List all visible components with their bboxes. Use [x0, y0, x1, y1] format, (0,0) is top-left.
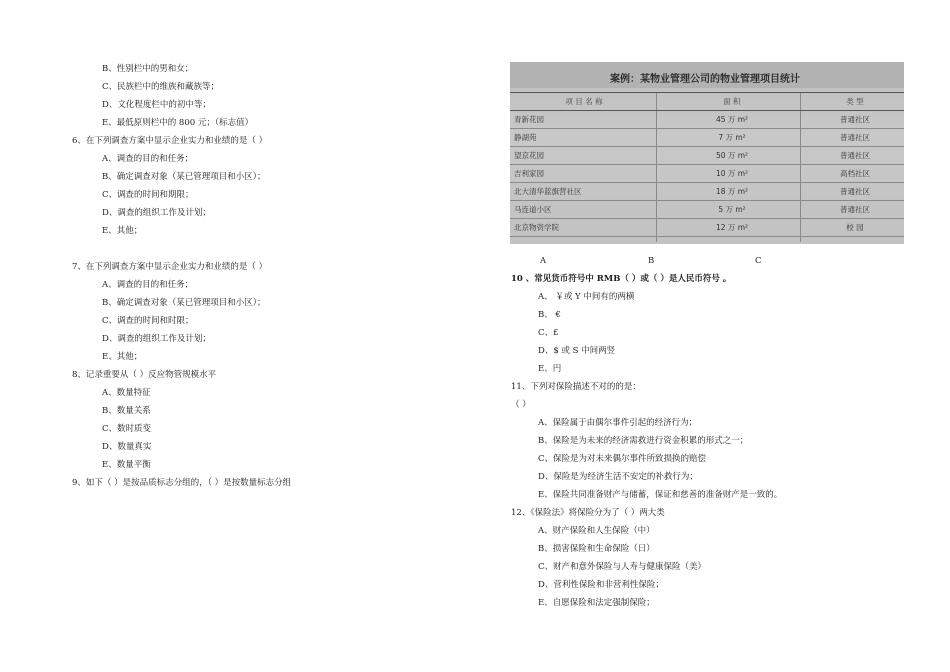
text-line: C、财产和意外保险与人寿与健康保险（美） [538, 562, 707, 572]
cell-area: 7 万 m² [658, 129, 806, 147]
text-line: C、保险是为对未来偶尔事件所致损换的赔偿 [538, 454, 707, 464]
question-6: 6、在下列调查方案中显示企业实力和业绩的是（ ） [72, 136, 268, 146]
label-b: B [648, 256, 655, 266]
text-line: D、$ 或 S 中间两竖 [538, 346, 616, 356]
table-row [510, 111, 904, 129]
text-line: B、保险是为未来的经济需救进行资金积累的形式之一； [538, 436, 749, 446]
cell-area: 10 万 m² [658, 165, 806, 183]
text-line: E、数量平衡 [102, 460, 151, 470]
text-line: D、数量真实 [102, 442, 152, 452]
text-line: D、调查的组织工作及计划； [102, 334, 211, 344]
label-c: C [755, 256, 762, 266]
text-line: A、调查的目的和任务； [102, 280, 194, 290]
question-7: 7、在下列调查方案中显示企业实力和业绩的是（ ） [72, 262, 268, 272]
header-name: 项 目 名 称 [510, 93, 658, 111]
text-line: C、数时质变 [102, 424, 152, 434]
text-line: D、调查的组织工作及计划； [102, 208, 211, 218]
table-row [510, 129, 904, 147]
question-10: 10 、常见货币符号中 RMB（ ）或（ ）是人民币符号 。 [511, 274, 732, 284]
cell-area: 5 万 m² [658, 201, 806, 219]
text-line: E、其他； [102, 352, 143, 362]
text-line: C、£ [538, 328, 559, 338]
cell-area: 12 万 m² [658, 219, 806, 237]
cell-type: 普通社区 [806, 201, 904, 219]
property-table [510, 92, 904, 237]
text-line: C、调查的时间和期限； [102, 190, 194, 200]
cell-type: 高档社区 [806, 165, 904, 183]
text-line: A、 ￥或 Y 中间有的两横 [538, 292, 635, 302]
label-a: A [540, 256, 547, 266]
table-row [510, 201, 904, 219]
text-line: A、保险属于由偶尔事件引起的经济行为； [538, 418, 698, 428]
text-line: B、数量关系 [102, 406, 151, 416]
header-area: 面 积 [658, 93, 806, 111]
question-12: 12、《保险法》将保险分为了（ ）两大类 [511, 508, 665, 518]
cell-type: 普通社区 [806, 111, 904, 129]
cell-name: 望京花园 [510, 147, 658, 165]
table-row [510, 219, 904, 237]
cell-name: 北京物资学院 [510, 219, 658, 237]
text-line: B、确定调查对象（某已管理项目和小区）； [102, 298, 266, 308]
cell-type: 校 园 [806, 219, 904, 237]
text-line: E、自愿保险和法定强制保险； [538, 598, 655, 608]
answer-blank: （ ） [511, 400, 531, 410]
cell-type: 普通社区 [806, 147, 904, 165]
text-line: E、最低原则栏中的 800 元；（标志值） [102, 118, 254, 128]
cell-name: 北大清华蓝旗营社区 [510, 183, 658, 201]
cell-area: 45 万 m² [658, 111, 806, 129]
header-type: 类 型 [806, 93, 904, 111]
text-line: C、调查的时间和时限； [102, 316, 194, 326]
cell-type: 普通社区 [806, 183, 904, 201]
cell-name: 吉利家园 [510, 165, 658, 183]
question-9: 9、如下（ ）是按品质标志分组的，（ ）是按数量标志分组 [72, 478, 292, 488]
text-line: E、保险共同准备财产与储蓄，保证和慈善的准备财产是一致的。 [538, 490, 783, 500]
text-line: E、其他； [102, 226, 143, 236]
photo-title: 案例：某物业管理公司的物业管理项目统计 [610, 74, 800, 85]
text-line: A、调查的目的和任务； [102, 154, 194, 164]
text-line: C、民族栏中的维族和藏族等； [102, 82, 220, 92]
text-line: D、文化程度栏中的初中等； [102, 100, 211, 110]
text-line: E、円 [538, 364, 562, 374]
cell-name: 静湖苑 [510, 129, 658, 147]
cell-name: 青新花园 [510, 111, 658, 129]
cell-type: 普通社区 [806, 129, 904, 147]
table-row [510, 147, 904, 165]
text-line: B、损害保险和生命保险（日） [538, 544, 655, 554]
table-photo [510, 62, 904, 244]
text-line: B、确定调查对象（某已管理项目和小区）； [102, 172, 266, 182]
question-11: 11、下列对保险描述不对的的是： [511, 382, 641, 392]
table-row [510, 165, 904, 183]
question-8: 8、记录重要从（ ）反应物管规模水平 [72, 370, 217, 380]
text-line: D、营利性保险和非营利性保险； [538, 580, 664, 590]
cell-area: 50 万 m² [658, 147, 806, 165]
cell-area: 18 万 m² [658, 183, 806, 201]
table-header-row [510, 93, 904, 111]
table-row [510, 183, 904, 201]
text-line: A、数量特征 [102, 388, 151, 398]
text-line: B、 € [538, 310, 561, 320]
text-line: D、保险是为经济生活不安定的补救行为； [538, 472, 698, 482]
text-line: B、性别栏中的男和女； [102, 64, 194, 74]
cell-name: 马连道小区 [510, 201, 658, 219]
text-line: A、财产保险和人生保险（中） [538, 526, 655, 536]
